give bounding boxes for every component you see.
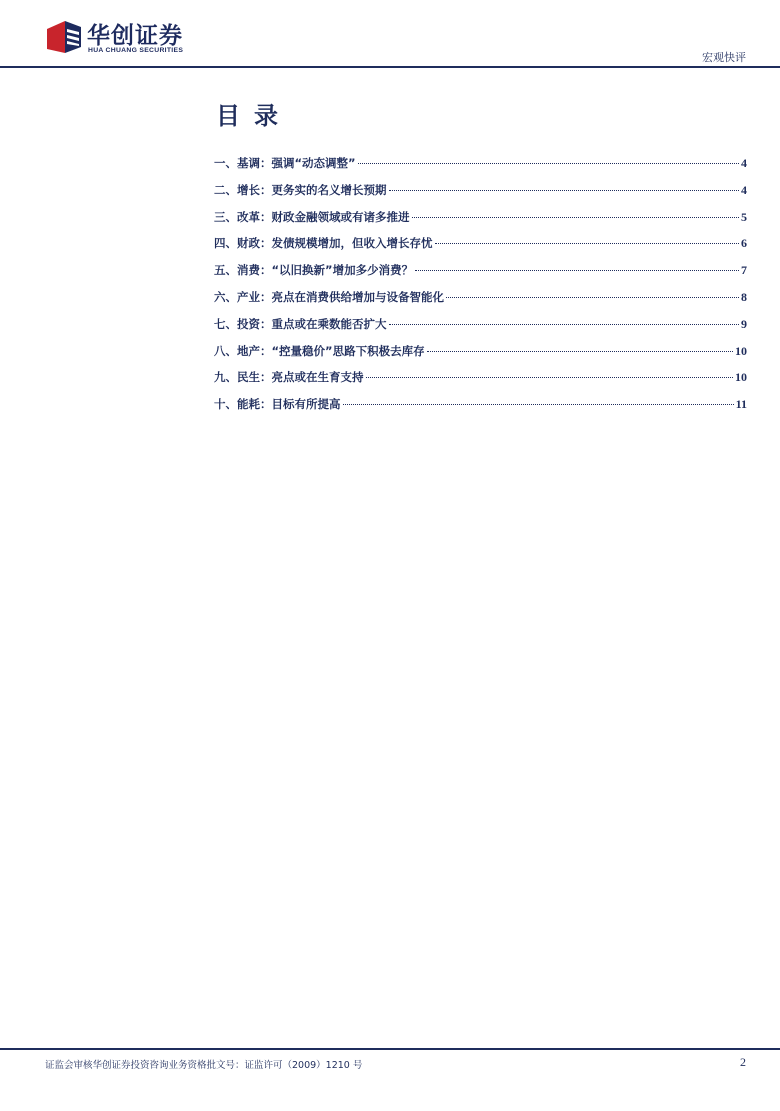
toc-item[interactable] [214,262,747,289]
toc-item-page[interactable]: 5 [741,209,747,224]
toc-item-label[interactable]: 十、能耗：目标有所提高 [214,397,341,412]
toc-item-page[interactable]: 4 [741,156,747,170]
toc-item-page[interactable]: 7 [741,263,747,278]
toc-item-page[interactable]: 6 [741,236,747,251]
toc-item[interactable] [214,343,747,370]
toc-item-label[interactable]: 一、基调：强调“动态调整” [214,156,356,170]
toc-dot-leader [412,217,740,218]
toc-item-label[interactable]: 三、改革：财政金融领域或有诸多推进 [214,209,410,224]
toc-dot-leader [435,243,740,244]
table-of-contents [214,155,747,423]
toc-item[interactable] [214,369,747,396]
toc-dot-leader [366,377,734,378]
toc-item[interactable] [214,182,747,209]
toc-dot-leader [358,163,739,164]
toc-item[interactable] [214,396,747,423]
toc-item-label[interactable]: 四、财政：发债规模增加，但收入增长存忧 [214,236,433,251]
toc-dot-leader [446,297,739,298]
toc-item-label[interactable]: 八、地产：“控量稳价”思路下积极去库存 [214,343,425,358]
footer-license-text: 证监会审核华创证券投资咨询业务资格批文号：证监许可（2009）1210 号 [45,1060,363,1071]
toc-dot-leader [427,351,733,352]
toc-item[interactable] [214,209,747,236]
page-header [0,0,780,68]
toc-dot-leader [415,270,739,271]
toc-item-label[interactable]: 六、产业：亮点在消费供给增加与设备智能化 [214,289,444,304]
toc-item-page[interactable]: 10 [735,343,747,358]
logo-chinese-name: 华创证券 [87,23,183,49]
logo-english-name: HUA CHUANG SECURITIES [88,47,184,54]
toc-title: 目录 [216,102,292,130]
toc-item-label[interactable]: 二、增长：更务实的名义增长预期 [214,182,387,197]
toc-item-page[interactable]: 9 [741,316,747,331]
company-logo [45,17,205,61]
toc-item[interactable] [214,155,747,182]
toc-item[interactable] [214,289,747,316]
logo-mark-icon [45,19,83,55]
report-type-label: 宏观快评 [702,51,746,64]
toc-dot-leader [389,324,740,325]
page-number: 2 [740,1055,746,1069]
footer-divider [0,1048,780,1050]
toc-item-page[interactable]: 4 [741,182,747,197]
toc-dot-leader [343,404,734,405]
toc-item[interactable] [214,316,747,343]
toc-item[interactable] [214,235,747,262]
header-divider [0,66,780,68]
toc-item-label[interactable]: 七、投资：重点或在乘数能否扩大 [214,316,387,331]
toc-item-page[interactable]: 11 [735,397,747,412]
toc-item-page[interactable]: 8 [741,289,747,304]
toc-dot-leader [389,190,740,191]
toc-item-page[interactable]: 10 [735,370,747,385]
toc-item-label[interactable]: 五、消费：“以旧换新”增加多少消费？ [214,263,414,278]
toc-item-label[interactable]: 九、民生：亮点或在生育支持 [214,370,364,385]
